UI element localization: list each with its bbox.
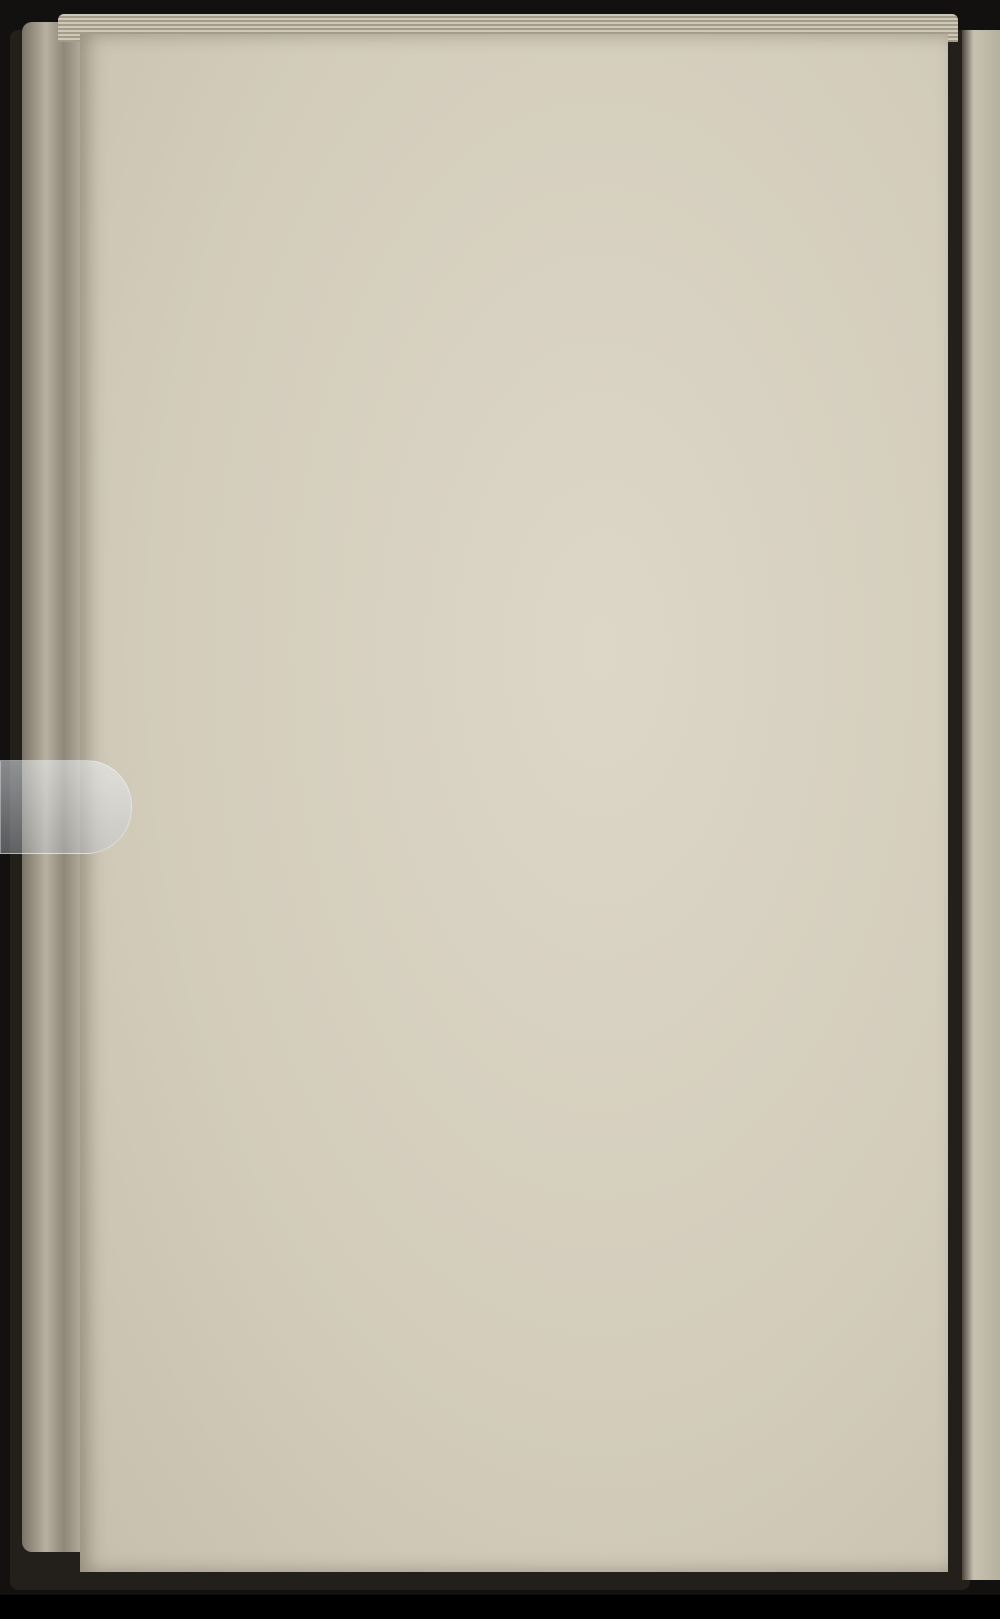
footer-credit bbox=[980, 1602, 990, 1615]
page-clip bbox=[0, 760, 132, 854]
footer-bar bbox=[0, 1595, 1000, 1619]
book-page bbox=[80, 34, 948, 1572]
facing-page-edge bbox=[962, 30, 1000, 1580]
speaker-heading bbox=[80, 772, 948, 801]
